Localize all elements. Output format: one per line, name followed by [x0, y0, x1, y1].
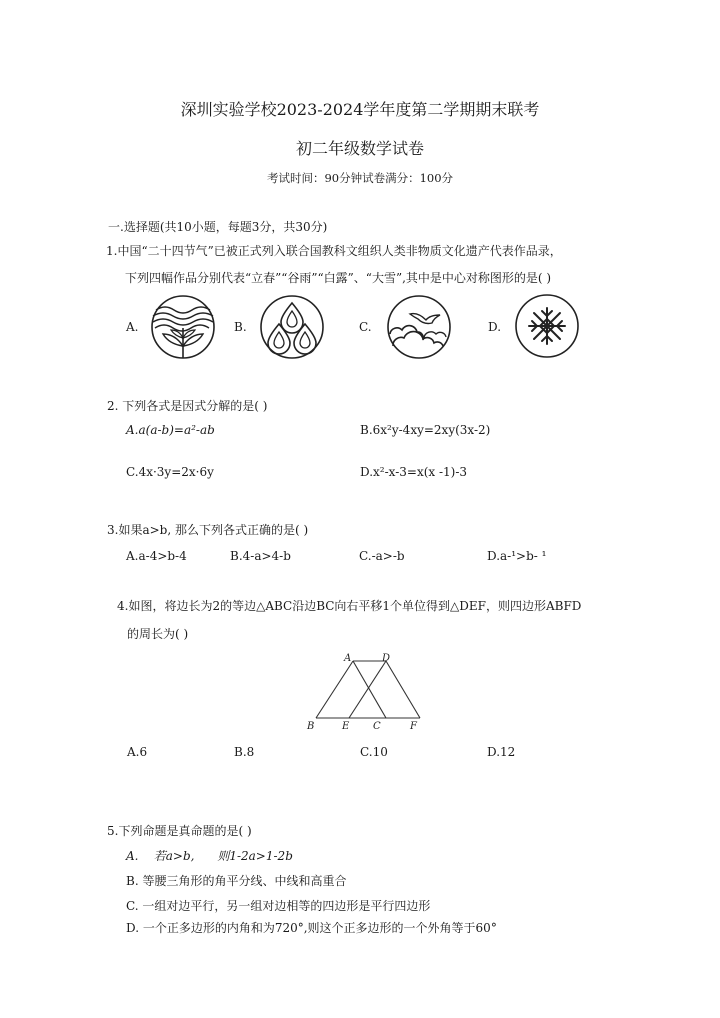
- q5-option-a: A. 若a>b, 则1-2a>1-2b: [126, 849, 293, 863]
- snowflake-emblem-icon: [514, 293, 580, 359]
- q1-option-b-label: B.: [234, 320, 247, 334]
- q3-stem: 3.如果a>b, 那么下列各式正确的是( ): [107, 523, 309, 537]
- bird-clouds-emblem-icon: [386, 294, 452, 360]
- q5-stem: 5.下列命题是真命题的是( ): [107, 824, 252, 838]
- q2-option-b: B.6x²y-4xy=2xy(3x-2): [360, 423, 491, 437]
- vertex-label-d: D: [382, 653, 391, 664]
- q2-option-d: D.x²-x-3=x(x -1)-3: [360, 465, 468, 479]
- exam-subtitle: 初二年级数学试卷: [295, 139, 424, 158]
- exam-info: 考试时间：90分钟试卷满分：100分: [266, 171, 454, 185]
- vertex-label-e: E: [342, 721, 350, 732]
- q3-option-c: C.-a>-b: [359, 549, 405, 563]
- q1-option-c-label: C.: [359, 320, 372, 334]
- section-heading: 一.选择题(共10小题，每题3分，共30分): [108, 220, 328, 234]
- q3-option-d: D.a-¹>b- ¹: [487, 549, 547, 563]
- spring-emblem-icon: [150, 294, 216, 360]
- q1-line2: 下列四幅作品分别代表“立春”“谷雨”“白露”、“大雪”,其中是中心对称图形的是( ): [125, 271, 552, 285]
- q4-option-d: D.12: [487, 745, 516, 759]
- q2-stem: 2. 下列各式是因式分解的是( ): [107, 399, 268, 413]
- exam-title: 深圳实验学校2023-2024学年度第二学期期末联考: [180, 100, 540, 119]
- q4-option-b: B.8: [234, 745, 255, 759]
- vertex-label-f: F: [410, 721, 417, 732]
- q4-line1: 4.如图，将边长为2的等边△ABC沿边BC向右平移1个单位得到△DEF，则四边形ABFD: [117, 599, 582, 613]
- q4-line2: 的周长为( ): [127, 627, 189, 641]
- vertex-label-b: B: [307, 721, 315, 732]
- q1-option-d-label: D.: [488, 320, 502, 334]
- q4-option-a: A.6: [127, 745, 148, 759]
- q3-option-b: B.4-a>4-b: [230, 549, 291, 563]
- parallelogram-figure: [296, 650, 426, 734]
- q5-option-d: D. 一个正多边形的内角和为720°,则这个正多边形的一个外角等于60°: [126, 921, 497, 935]
- q2-option-a: A.a(a-b)=a²-ab: [126, 423, 215, 437]
- raindrops-emblem-icon: [259, 294, 325, 360]
- q1-line1: 1.中国“二十四节气”已被正式列入联合国教科文组织人类非物质文化遗产代表作品录，: [106, 244, 562, 258]
- vertex-label-c: C: [373, 721, 381, 732]
- q2-option-c: C.4x·3y=2x·6y: [126, 465, 214, 479]
- q1-option-a-label: A.: [126, 320, 139, 334]
- vertex-label-a: A: [344, 653, 352, 664]
- q4-option-c: C.10: [360, 745, 388, 759]
- q3-option-a: A.a-4>b-4: [126, 549, 187, 563]
- q5-option-c: C. 一组对边平行，另一组对边相等的四边形是平行四边形: [126, 899, 431, 913]
- q5-option-b: B. 等腰三角形的角平分线、中线和高重合: [126, 874, 347, 888]
